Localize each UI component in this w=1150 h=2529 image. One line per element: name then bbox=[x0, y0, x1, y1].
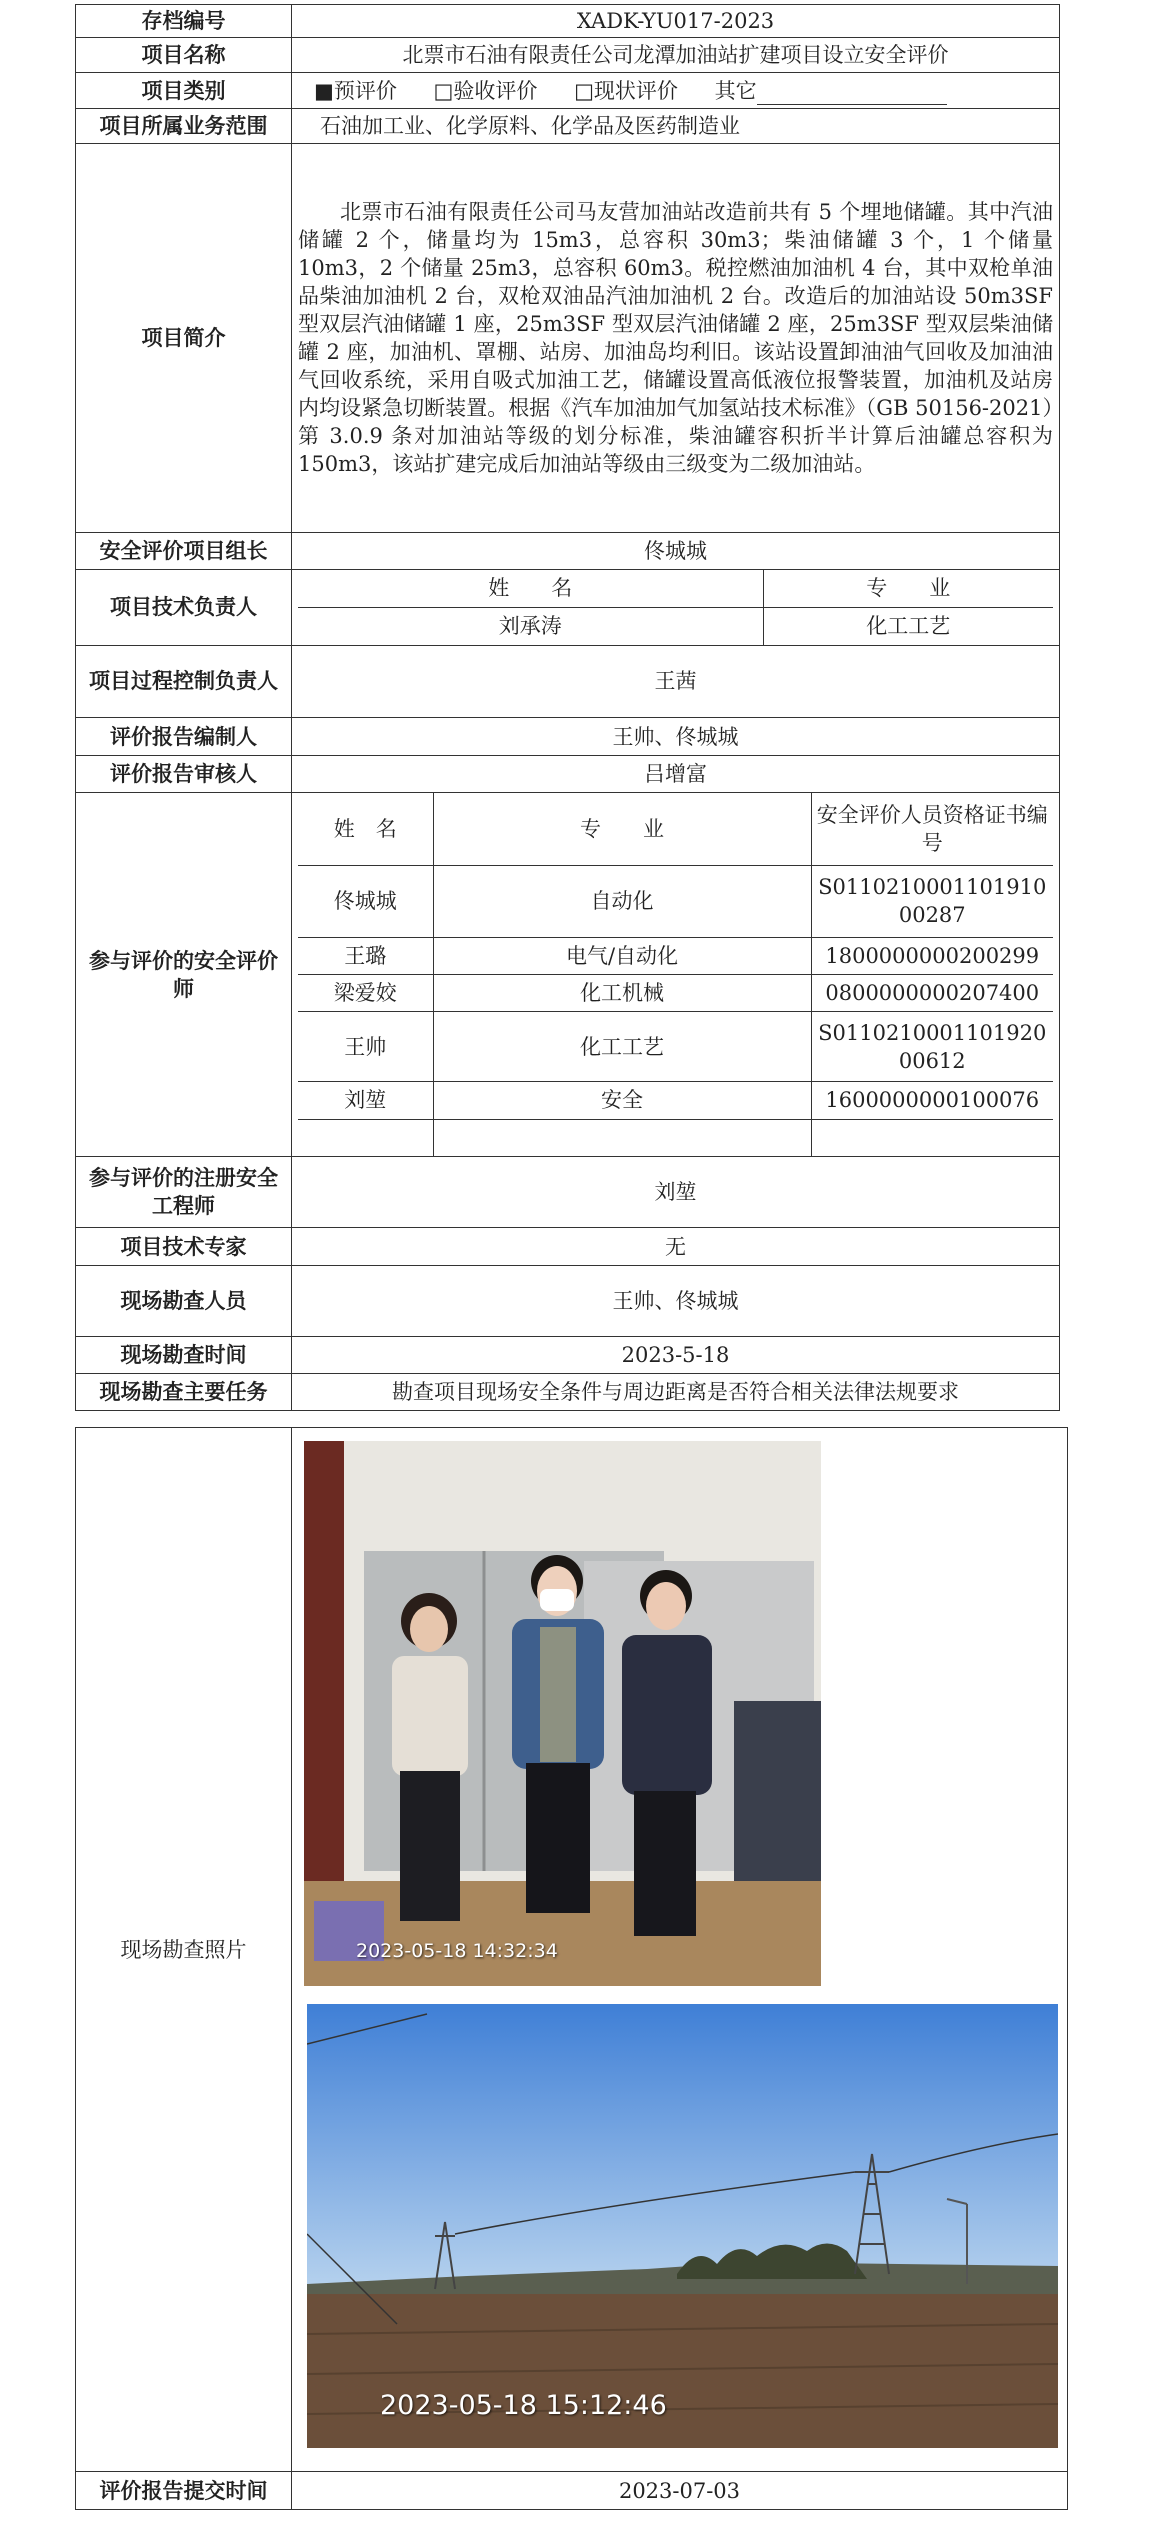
team-photo-image bbox=[304, 1441, 821, 1986]
scope-label: 项目所属业务范围 bbox=[76, 109, 292, 144]
report-reviewer-value: 吕增富 bbox=[292, 756, 1060, 793]
evaluator-major: 电气/自动化 bbox=[433, 938, 811, 975]
inspect-time-value: 2023-5-18 bbox=[292, 1336, 1060, 1373]
site-photo-team bbox=[304, 1441, 821, 1986]
evaluators-header-major: 专 业 bbox=[433, 793, 811, 865]
evaluator-name: 梁爱姣 bbox=[298, 975, 433, 1012]
archive-no-label: 存档编号 bbox=[76, 5, 292, 38]
other-blank-line bbox=[757, 82, 947, 105]
evaluator-name: 王帅 bbox=[298, 1012, 433, 1082]
evaluator-row-empty bbox=[298, 1119, 1053, 1156]
expert-label: 项目技术专家 bbox=[76, 1228, 292, 1266]
tech-lead-name: 刘承涛 bbox=[298, 607, 763, 645]
evaluators-header-name: 姓 名 bbox=[298, 793, 433, 865]
evaluator-cert: 0800000000207400 bbox=[811, 975, 1053, 1012]
report-author-label: 评价报告编制人 bbox=[76, 717, 292, 755]
team-leader-value: 佟城城 bbox=[292, 533, 1060, 569]
tech-lead-major: 化工工艺 bbox=[763, 607, 1053, 645]
evaluator-row bbox=[298, 938, 1053, 975]
inspect-task-value: 勘查项目现场安全条件与周边距离是否符合相关法律法规要求 bbox=[292, 1373, 1060, 1410]
evaluator-row bbox=[298, 1012, 1053, 1082]
evaluation-info-table bbox=[75, 4, 1060, 1411]
tech-lead-subtable bbox=[292, 569, 1060, 645]
option-other: 其它 bbox=[714, 78, 757, 103]
photos-label: 现场勘查照片 bbox=[76, 1428, 292, 2472]
inspect-time-label: 现场勘查时间 bbox=[76, 1336, 292, 1373]
evaluator-row bbox=[298, 975, 1053, 1012]
inspectors-value: 王帅、佟城城 bbox=[292, 1266, 1060, 1336]
empty-cell bbox=[811, 1119, 1053, 1156]
evaluator-name: 刘堃 bbox=[298, 1082, 433, 1119]
expert-value: 无 bbox=[292, 1228, 1060, 1266]
option-pre-evaluation: ■预评价 bbox=[314, 78, 397, 103]
submit-time-value: 2023-07-03 bbox=[292, 2472, 1068, 2510]
scope-value: 石油加工业、化学原料、化学品及医药制造业 bbox=[292, 109, 1060, 144]
inspect-task-label: 现场勘查主要任务 bbox=[76, 1373, 292, 1410]
option-acceptance-evaluation: □验收评价 bbox=[433, 78, 538, 103]
process-lead-label: 项目过程控制负责人 bbox=[76, 645, 292, 717]
site-photo-field bbox=[307, 2004, 1058, 2448]
evaluator-cert: 1800000000200299 bbox=[811, 938, 1053, 975]
inspectors-label: 现场勘查人员 bbox=[76, 1266, 292, 1336]
option-status-evaluation: □现状评价 bbox=[574, 78, 678, 103]
evaluator-cert: 1600000000100076 bbox=[811, 1082, 1053, 1119]
evaluator-row bbox=[298, 865, 1053, 937]
project-type-options bbox=[292, 73, 1060, 109]
photo-timestamp-2: 2023-05-18 15:12:46 bbox=[380, 2390, 667, 2421]
evaluator-cert: S011021000110191000287 bbox=[811, 865, 1053, 937]
tech-lead-label: 项目技术负责人 bbox=[76, 569, 292, 645]
empty-cell bbox=[433, 1119, 811, 1156]
evaluators-label: 参与评价的安全评价师 bbox=[76, 793, 292, 1157]
report-reviewer-label: 评价报告审核人 bbox=[76, 756, 292, 793]
project-type-label: 项目类别 bbox=[76, 73, 292, 109]
evaluator-major: 化工机械 bbox=[433, 975, 811, 1012]
archive-no-value: XADK-YU017-2023 bbox=[292, 5, 1060, 38]
evaluator-cert: S011021000110192000612 bbox=[811, 1012, 1053, 1082]
tech-lead-col-major: 专 业 bbox=[763, 570, 1053, 608]
process-lead-value: 王茜 bbox=[292, 645, 1060, 717]
evaluator-major: 安全 bbox=[433, 1082, 811, 1119]
project-name-value: 北票市石油有限责任公司龙潭加油站扩建项目设立安全评价 bbox=[292, 38, 1060, 73]
reg-engineer-value: 刘堃 bbox=[292, 1157, 1060, 1228]
tech-lead-col-name: 姓 名 bbox=[298, 570, 763, 608]
evaluator-name: 王璐 bbox=[298, 938, 433, 975]
team-leader-label: 安全评价项目组长 bbox=[76, 533, 292, 569]
field-photo-image bbox=[307, 2004, 1058, 2448]
evaluators-subtable bbox=[292, 793, 1060, 1157]
intro-label: 项目简介 bbox=[76, 144, 292, 533]
evaluator-major: 自动化 bbox=[433, 865, 811, 937]
evaluator-row bbox=[298, 1082, 1053, 1119]
empty-cell bbox=[298, 1119, 433, 1156]
photo-timestamp-1: 2023-05-18 14:32:34 bbox=[356, 1940, 558, 1962]
submit-time-label: 评价报告提交时间 bbox=[76, 2472, 292, 2510]
project-name-label: 项目名称 bbox=[76, 38, 292, 73]
report-author-value: 王帅、佟城城 bbox=[292, 717, 1060, 755]
evaluator-major: 化工工艺 bbox=[433, 1012, 811, 1082]
intro-text: 北票市石油有限责任公司马友营加油站改造前共有 5 个埋地储罐。其中汽油储罐 2 个，储量均为 15m3，总容积 30m3；柴油储罐 3 个，1 个储量 10m3，2 个储量 25m3，总容积 60m3。税控燃油加油机 4 台，其中双枪单油品柴油加油机 2 台，双枪双油品汽油加油机 2 台。改造后的加油站设 50m3SF 型双层汽油储罐 1 座，25m3SF 型双层汽油储罐 2 座，25m3SF 型双层柴油储罐 2 座，加油机、罩棚、站房、加油岛均利旧。该站设置卸油油气回收及加油油气回收系统，采用自吸式加油工艺，储罐设置高低液位报警装置，加油机及站房内均设紧急切断装置。根据《汽车加油加气加氢站技术标准》（GB 50156-2021）第 3.0.9 条对加油站等级的划分标准，柴油罐容积折半计算后油罐总容积为 150m3，该站扩建完成后加油站等级由三级变为二级加油站。 bbox=[292, 144, 1060, 533]
evaluator-name: 佟城城 bbox=[298, 865, 433, 937]
reg-engineer-label: 参与评价的注册安全工程师 bbox=[76, 1157, 292, 1228]
evaluators-header-cert: 安全评价人员资格证书编号 bbox=[811, 793, 1053, 865]
